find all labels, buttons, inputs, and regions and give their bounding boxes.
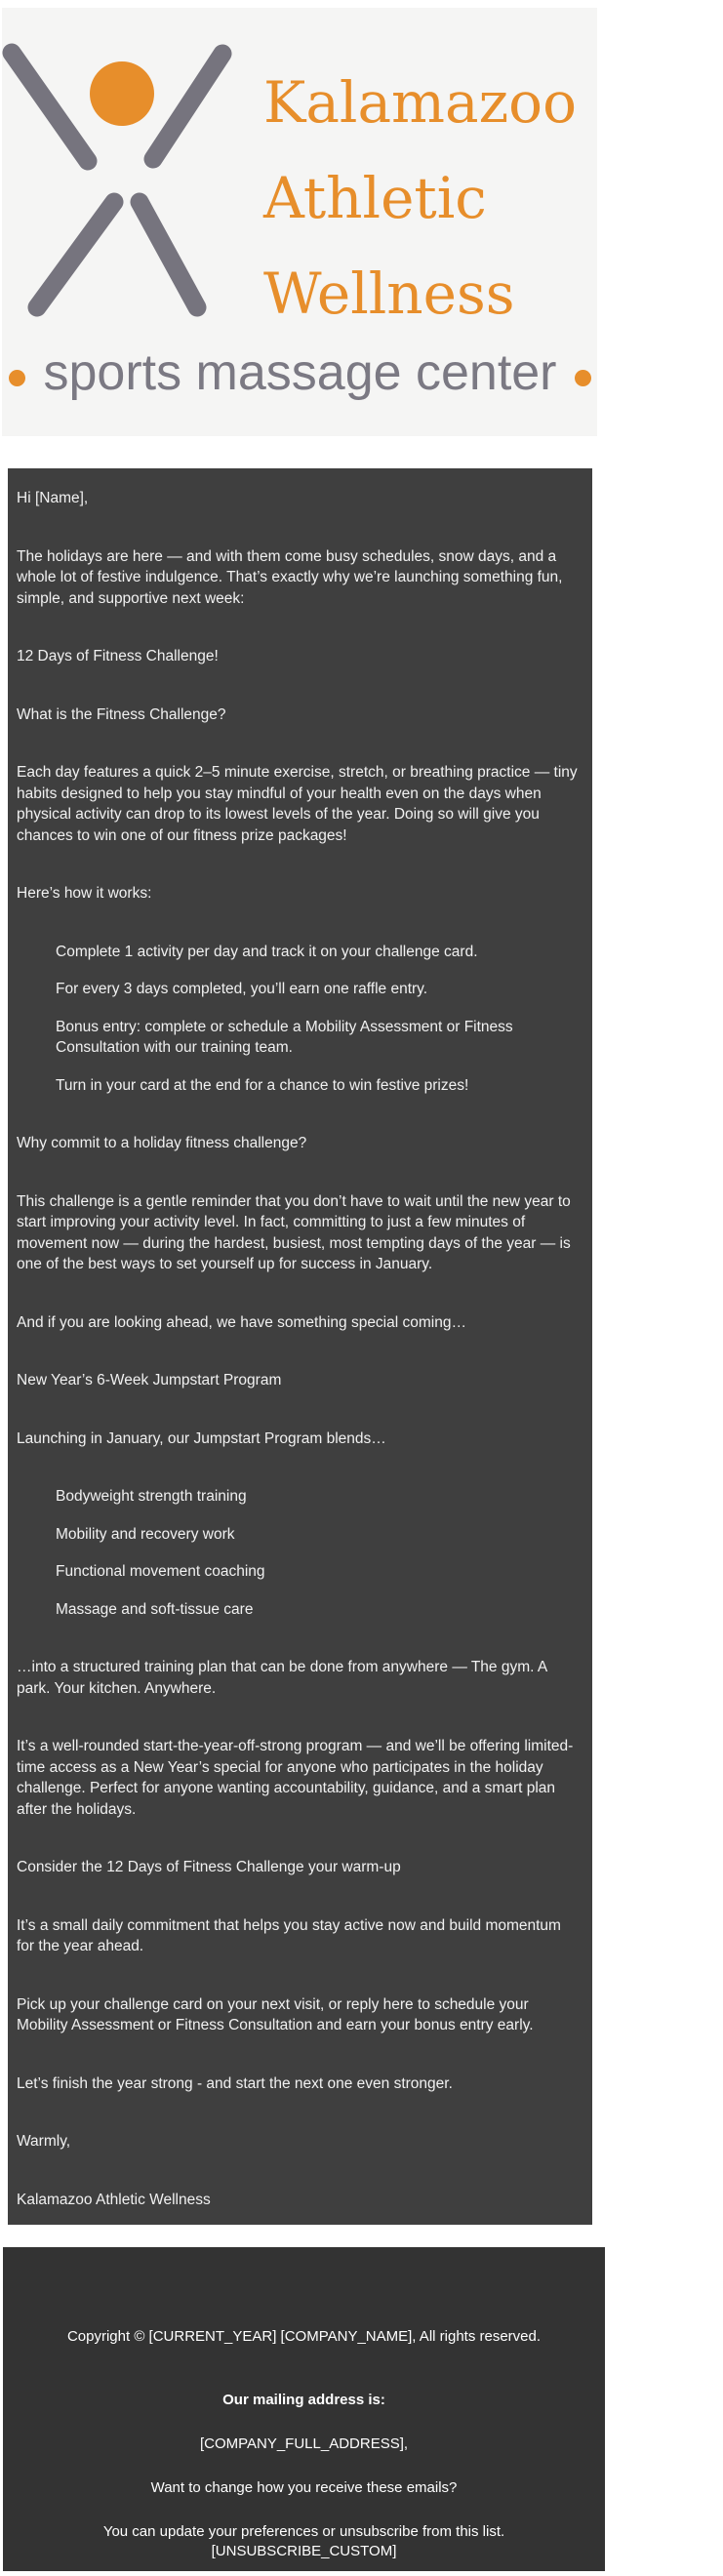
body-paragraph: Why commit to a holiday fitness challenge? xyxy=(17,1135,307,1151)
footer-address: [COMPANY_FULL_ADDRESS], xyxy=(199,2435,409,2452)
email-footer xyxy=(3,2247,605,2571)
body-list-item: Turn in your card at the end for a chance to win festive prizes! xyxy=(56,1076,469,1094)
body-paragraph: Launching in January, our Jumpstart Program blends… xyxy=(17,1429,386,1447)
email-body xyxy=(8,468,592,2225)
body-paragraph: This challenge is a gentle reminder that you don’t have to wait until the new year to start improving your activity level. In fact, committing to just a few minutes of movement now — during the hardest, busiest, most tempting days of the year — is one of the best ways to set yourself up for success in January. xyxy=(17,1192,571,1272)
logo-leg-right xyxy=(140,202,197,307)
body-paragraph: Kalamazoo Athletic Wellness xyxy=(17,2191,211,2208)
body-paragraph: Here’s how it works: xyxy=(17,885,152,902)
tagline-text: sports massage center xyxy=(43,344,557,401)
body-list-item: Bodyweight strength training xyxy=(56,1488,247,1505)
body-paragraph: Each day features a quick 2–5 minute exercise, stretch, or breathing practice — tiny habits designed to help you stay mindful of your health even on the days when physical activity can drop to its lowest levels of the year. Doing so will give you chances to win one of our fitness prize packages! xyxy=(17,764,578,844)
body-list xyxy=(17,1486,579,1620)
logo-arm-left xyxy=(12,53,88,161)
footer-unsubscribe-token: [UNSUBSCRIBE_CUSTOM] xyxy=(211,2543,397,2559)
header-banner xyxy=(2,8,597,436)
body-list-item: Bonus entry: complete or schedule a Mobility Assessment or Fitness Consultation with our training team. xyxy=(56,1018,513,1056)
logo-head xyxy=(90,61,154,126)
logo-arm-right xyxy=(153,54,222,159)
body-paragraph: And if you are looking ahead, we have something special coming… xyxy=(17,1313,466,1331)
logo-leg-left xyxy=(37,202,114,307)
body-paragraph: The holidays are here — and with them come busy schedules, snow days, and a whole lot of festive indulgence. That’s exactly why we’re launching something fun, simple, and supportive next week: xyxy=(17,547,563,607)
body-list-item: Complete 1 activity per day and track it on your challenge card. xyxy=(56,943,478,960)
footer-mailing-label: Our mailing address is: xyxy=(222,2392,385,2408)
body-paragraph: 12 Days of Fitness Challenge! xyxy=(17,648,219,664)
tagline-dot-right-icon xyxy=(575,370,591,386)
body-paragraph: New Year’s 6-Week Jumpstart Program xyxy=(17,1372,282,1389)
body-paragraph: Warmly, xyxy=(17,2133,71,2150)
footer-unsubscribe-text: You can update your preferences or unsubscribe from this list. xyxy=(102,2523,505,2540)
body-paragraph: Consider the 12 Days of Fitness Challenge your warm-up xyxy=(17,1859,401,1875)
body-list-item: Functional movement coaching xyxy=(56,1563,265,1580)
body-paragraph: Let’s finish the year strong - and start the next one even stronger. xyxy=(17,2074,453,2092)
brand-title xyxy=(263,55,577,342)
body-list-item: Massage and soft-tissue care xyxy=(56,1600,254,1618)
footer-change-prompt: Want to change how you receive these emails? xyxy=(150,2479,458,2496)
brand-title-line2: Athletic xyxy=(263,165,487,231)
body-list-item: Mobility and recovery work xyxy=(56,1525,235,1543)
brand-title-line1: Kalamazoo xyxy=(263,69,578,136)
tagline-dot-left-icon xyxy=(9,370,25,386)
brand-tagline xyxy=(9,338,591,408)
footer-unsubscribe xyxy=(13,2522,595,2561)
body-list-item: For every 3 days completed, you’ll earn one raffle entry. xyxy=(56,981,428,997)
body-list xyxy=(17,942,579,1097)
body-paragraph: What is the Fitness Challenge? xyxy=(17,705,226,723)
body-paragraph: Pick up your challenge card on your next visit, or reply here to schedule your Mobility Assessment or Fitness Consultation and earn your bonus entry early. xyxy=(17,1995,534,2033)
body-paragraph: Hi [Name], xyxy=(17,490,89,506)
brand-title-line3: Wellness xyxy=(263,261,515,327)
body-paragraph: It’s a well-rounded start-the-year-off-strong program — and we’ll be offering limited-time access as a New Year’s special for anyone who participates in the holiday challenge. Perfect for anyone wanting accountability, guidance, and a smart plan after the holidays. xyxy=(17,1738,574,1818)
body-paragraph: …into a structured training plan that can be done from anywhere — The gym. A park. Your kitchen. Anywhere. xyxy=(17,1659,547,1697)
body-paragraph: It’s a small daily commitment that helps you stay active now and build momentum for the year ahead. xyxy=(17,1916,561,1954)
footer-copyright: Copyright © [CURRENT_YEAR] [COMPANY_NAME], All rights reserved. xyxy=(66,2328,542,2345)
